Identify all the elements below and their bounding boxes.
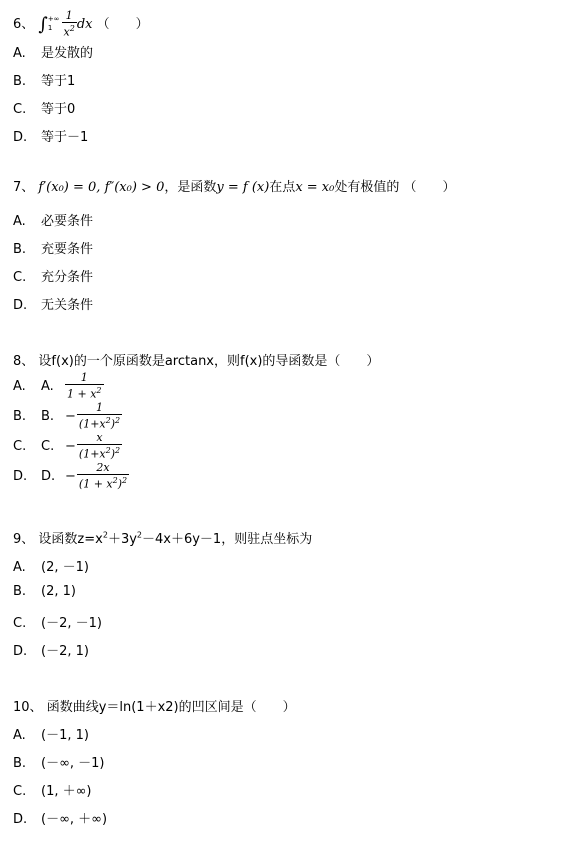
option-6a[interactable]: A. 是发散的 bbox=[13, 46, 94, 61]
option-10c[interactable]: C. (1, ＋∞) bbox=[13, 784, 92, 799]
integral-sign: ∫ bbox=[38, 13, 48, 35]
question-number: 9、 bbox=[13, 532, 35, 547]
question-6 bbox=[13, 10, 149, 39]
option-9a[interactable]: A. (2, －1) bbox=[13, 560, 89, 575]
dx: dx bbox=[76, 16, 93, 32]
question-text: －4x＋6y－1，则驻点坐标为 bbox=[142, 532, 313, 547]
question-10 bbox=[13, 696, 296, 715]
option-10d[interactable]: D. (－∞, ＋∞) bbox=[13, 812, 108, 827]
option-9c[interactable]: C. (－2, －1) bbox=[13, 616, 102, 631]
option-8a[interactable]: A. A. $\frac{1}{1 + x^2}$ bbox=[13, 371, 102, 401]
option-6c[interactable]: C. 等于0 bbox=[13, 102, 76, 117]
fraction: $\frac{1}{(1+x^2)^2}$ bbox=[78, 401, 121, 431]
question-number: 8、 bbox=[13, 354, 35, 369]
option-9b[interactable]: B. (2, 1) bbox=[13, 584, 76, 599]
option-6b[interactable]: B. 等于1 bbox=[13, 74, 76, 89]
point-math: x = x₀ bbox=[295, 180, 335, 195]
option-10a[interactable]: A. (－1, 1) bbox=[13, 728, 89, 743]
question-text: 设函数z=x bbox=[38, 532, 103, 547]
option-9d[interactable]: D. (－2, 1) bbox=[13, 644, 89, 659]
fraction: $\frac{2x}{(1 + x^2)^2}$ bbox=[78, 461, 128, 491]
question-number: 10、 bbox=[13, 700, 43, 715]
function-math: y = f (x) bbox=[216, 180, 270, 195]
question-text: 在点 bbox=[269, 180, 296, 195]
question-text: 设f(x)的一个原函数是arctanx，则f(x)的导函数是（ ） bbox=[38, 354, 380, 369]
question-7 bbox=[13, 176, 456, 195]
condition-math: f′(x₀) = 0, f″(x₀) > 0 bbox=[38, 180, 165, 195]
question-text: ＋3y bbox=[107, 532, 137, 547]
option-10b[interactable]: B. (－∞, －1) bbox=[13, 756, 105, 771]
option-8c[interactable]: C. C. − $\frac{x}{(1+x^2)^2}$ bbox=[13, 431, 121, 461]
question-9: 9、 设函数$z=x^2+3y^2-4x+6y-1$，则驻点坐标为 bbox=[13, 530, 313, 547]
question-number: 7、 bbox=[13, 180, 35, 195]
question-8 bbox=[13, 350, 379, 369]
answer-paren: （ ） bbox=[403, 180, 456, 195]
integral-limits: +∞ 1 bbox=[47, 15, 60, 33]
fraction: $\frac{x}{(1+x^2)^2}$ bbox=[78, 431, 121, 461]
question-text: 函数曲线y＝ln(1＋x2)的凹区间是（ ） bbox=[46, 700, 296, 715]
option-6d[interactable]: D. 等于－1 bbox=[13, 130, 89, 145]
option-7d[interactable]: D. 无关条件 bbox=[13, 298, 94, 313]
question-number: 6、 bbox=[13, 16, 35, 32]
option-7c[interactable]: C. 充分条件 bbox=[13, 270, 94, 285]
answer-paren: （ ） bbox=[96, 16, 149, 32]
option-8d[interactable]: D. D. − $\frac{2x}{(1 + x^2)^2}$ bbox=[13, 461, 128, 491]
question-text: 处有极值的 bbox=[334, 180, 400, 195]
fraction: $\frac{1}{x^2}$ bbox=[63, 9, 75, 39]
option-8b[interactable]: B. B. − $\frac{1}{(1+x^2)^2}$ bbox=[13, 401, 121, 431]
option-7b[interactable]: B. 充要条件 bbox=[13, 242, 94, 257]
option-7a[interactable]: A. 必要条件 bbox=[13, 214, 94, 229]
fraction: $\frac{1}{1 + x^2}$ bbox=[67, 371, 102, 401]
question-text: ，是函数 bbox=[164, 180, 217, 195]
